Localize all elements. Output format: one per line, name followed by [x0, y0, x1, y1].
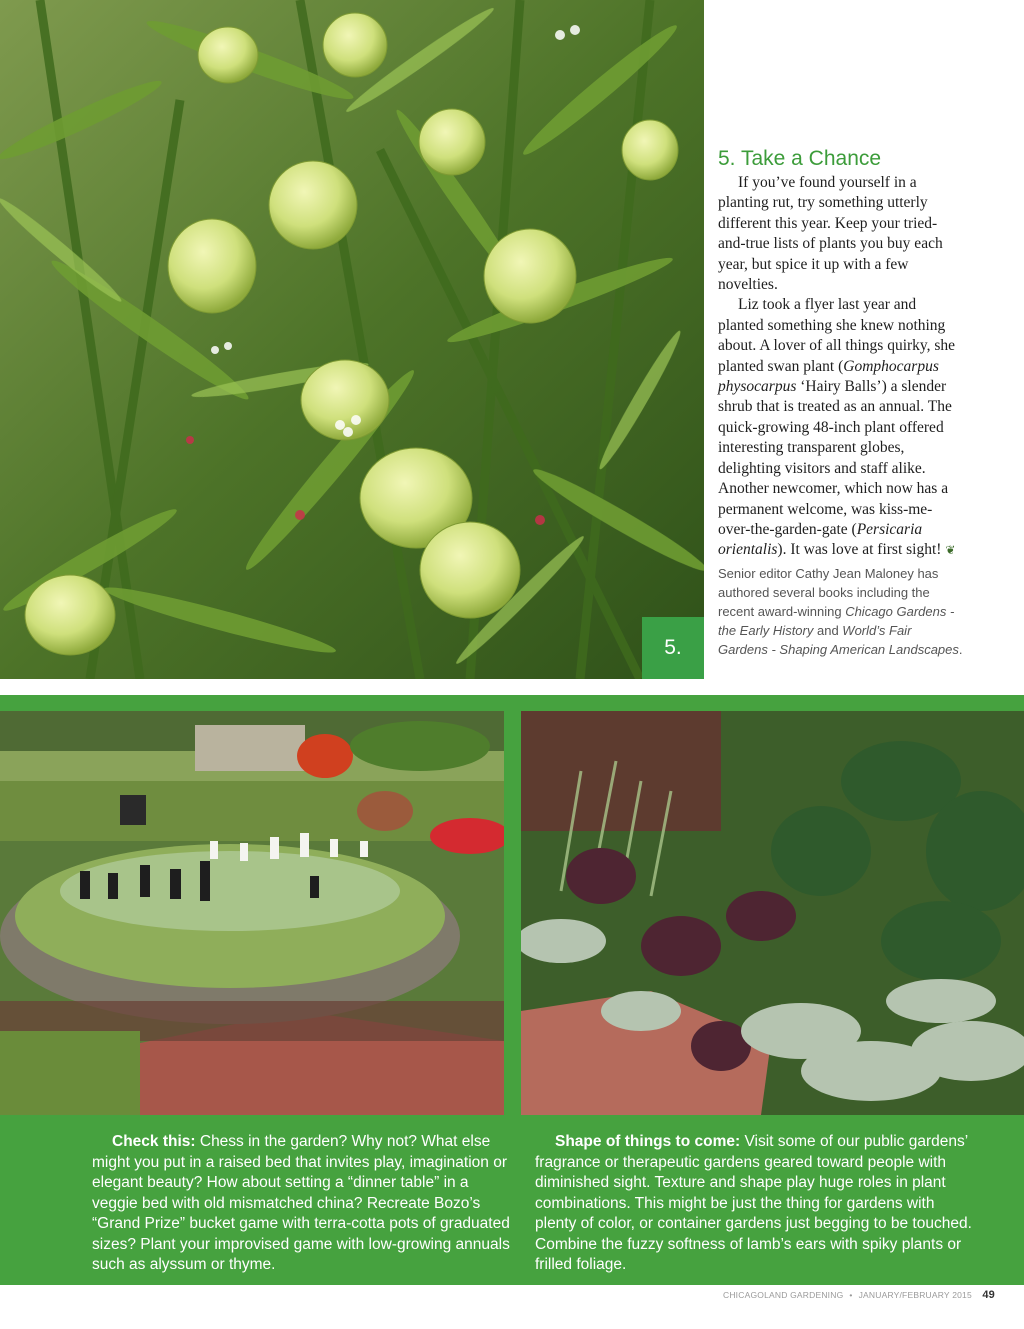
bio-suffix: .	[958, 641, 963, 657]
footer-publication: CHICAGOLAND GARDENING	[723, 1290, 844, 1300]
shape-caption-lead: Shape of things to come:	[555, 1133, 741, 1150]
section-heading: 5. Take a Chance	[718, 147, 882, 170]
footer-separator: •	[849, 1290, 853, 1300]
shape-caption-body: Visit some of our public gardens’ fragrance or therapeutic gardens geared toward people with diminished sight. Texture and shape play huge roles in plant combinations. This might be just the thing for gardens with plenty of color, or container gardens just begging to be touched. Combine the fuzzy softness of lamb’s ears with spiky plants or frilled foliage.	[535, 1133, 972, 1273]
chess-garden-image	[0, 711, 504, 1115]
chess-caption	[92, 1132, 514, 1276]
page-number: 49	[982, 1289, 995, 1301]
chess-garden-photo	[0, 711, 504, 1115]
shape-caption	[535, 1132, 977, 1276]
bio-prefix: Senior editor Cathy Jean Maloney has authored several books including the recent award-winning	[718, 565, 939, 619]
photo-number-badge: 5.	[642, 617, 704, 679]
bio-book-2: World’s Fair Gardens - Shaping American Landscapes	[718, 622, 959, 657]
bio-book-1: Chicago Gardens - the Early History	[718, 603, 955, 638]
lambs-ears-photo	[521, 711, 1024, 1115]
paragraph-2	[718, 295, 964, 560]
latin-name-persicaria: Persicaria orientalis	[718, 520, 923, 559]
paragraph-1-text: If you’ve found yourself in a planting rut, try something utterly different this year. Keep your tried-and-true lists of plants you buy each year, but spice it up with a few novelties.	[718, 174, 943, 294]
swan-plant-image	[0, 0, 704, 679]
paragraph-1	[718, 173, 964, 295]
end-mark-icon: ❦	[945, 543, 956, 558]
page-footer	[723, 1288, 995, 1302]
paragraph-2-lead: Liz took a flyer last year and planted something she knew nothing about. A lover of all things quirky, she planted swan plant (	[718, 296, 956, 375]
footer-issue: JANUARY/FEBRUARY 2015	[858, 1290, 972, 1300]
chess-caption-lead: Check this:	[112, 1133, 196, 1150]
bio-middle: and	[813, 622, 843, 638]
lambs-ears-image	[521, 711, 1024, 1115]
paragraph-2-end: ). It was love at first sight!	[777, 541, 942, 559]
latin-name-swan-plant: Gomphocarpus physocarpus	[718, 357, 939, 396]
chess-caption-body: Chess in the garden? Why not? What else might you put in a raised bed that invites play, imagination or elegant beauty? How about setting a “dinner table” in a veggie bed with old mismatched china? Recreate Bozo’s “Grand Prize” bucket game with terra-cotta pots of graduated sizes? Plant your improvised game with low-growing annuals such as alyssum or thyme.	[92, 1133, 510, 1273]
paragraph-2-middle: ‘Hairy Balls’) a slender shrub that is treated as an annual. The quick-growing 48-inch plant offered interesting transparent globes, delighting visitors and staff alike. Another newcomer, which now has a permanent welcome, was kiss-me-over-the-garden-gate (	[718, 378, 952, 538]
article-column	[718, 147, 964, 659]
swan-plant-photo	[0, 0, 704, 679]
author-bio	[718, 564, 964, 659]
